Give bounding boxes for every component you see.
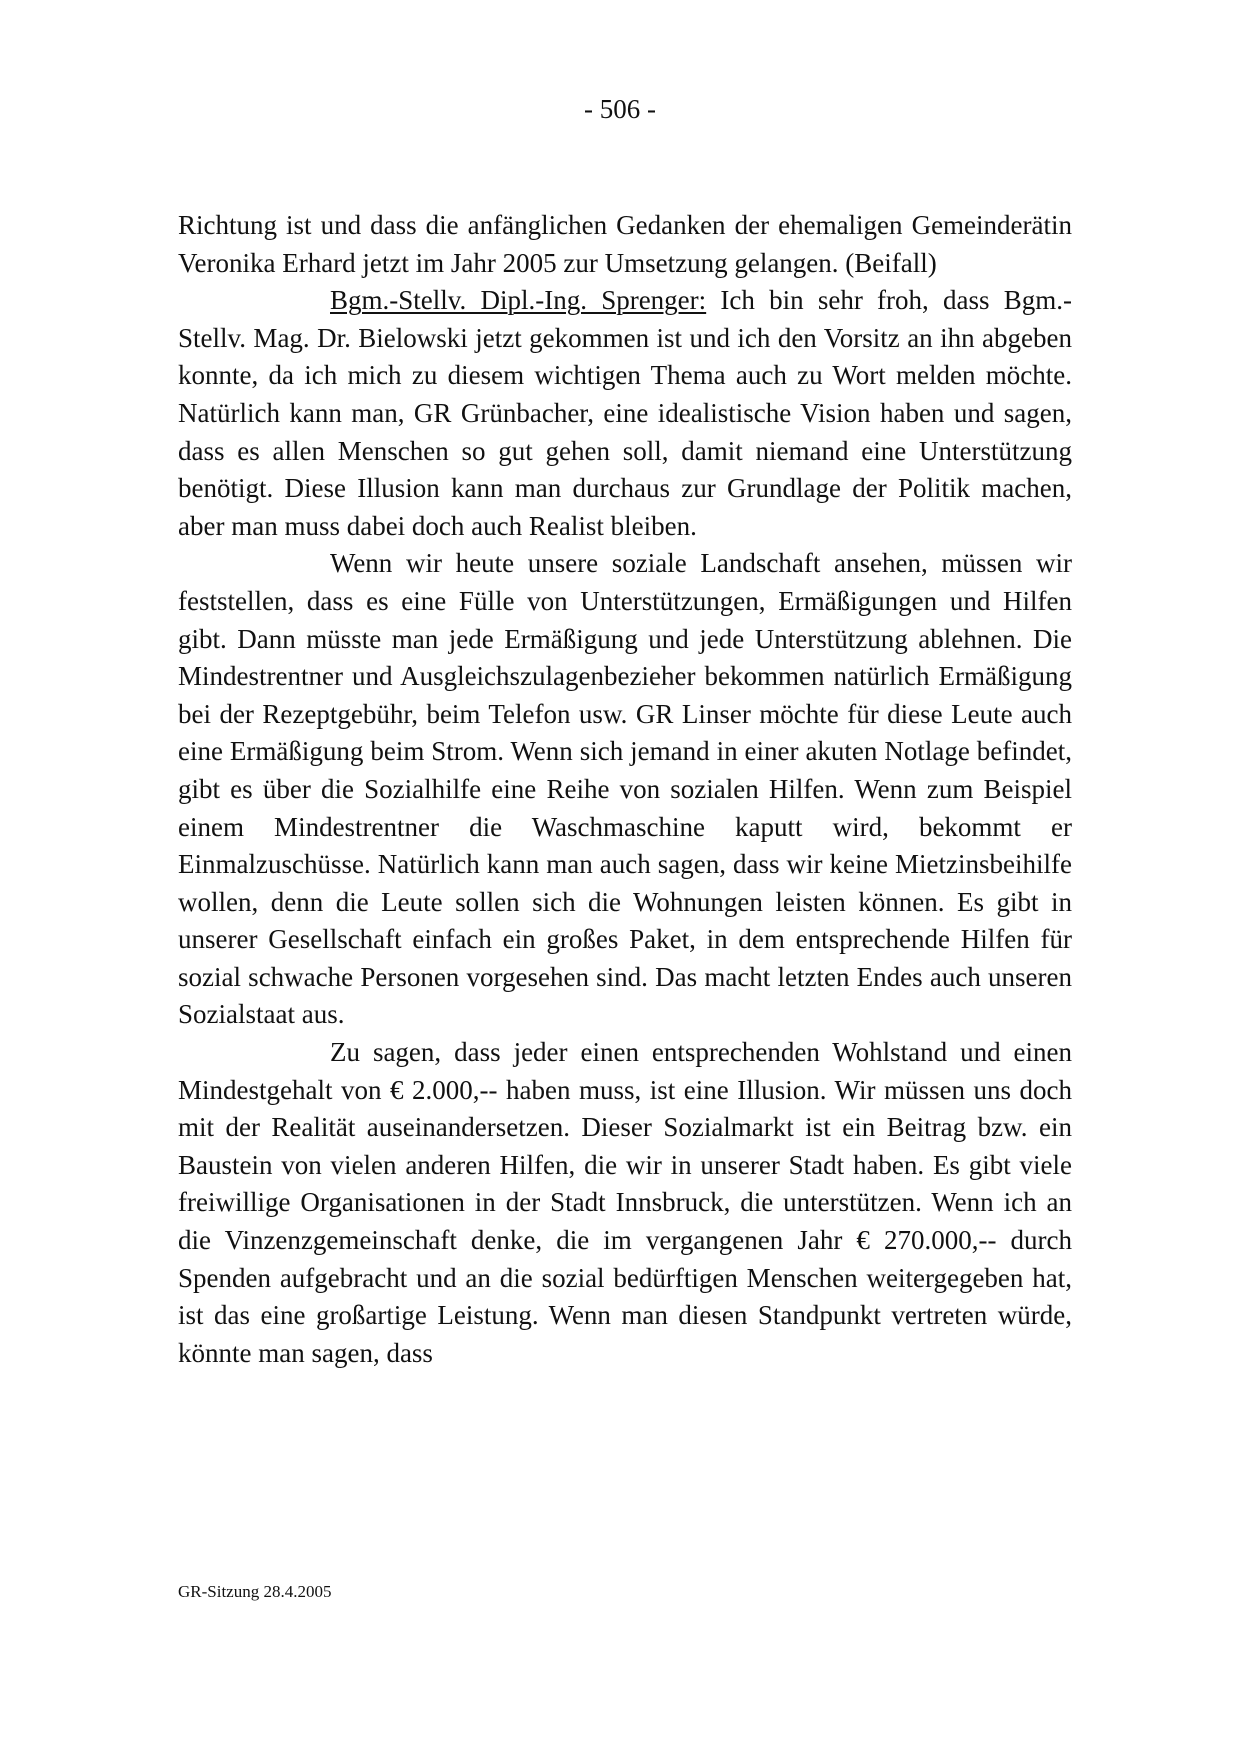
paragraph-social-landscape: Wenn wir heute unsere soziale Landschaft ansehen, müssen wir feststellen, dass es eine Fülle von Unterstützungen, Ermäßigungen und Hilfen gibt. Dann müsste man jede Ermäßigung und jede Unterstützung ablehnen. Die Mindestrentner und Ausgleichszulagenbezieher bekommen natürlich Ermäßigung bei der Rezeptgebühr, beim Telefon usw. GR Linser möchte für diese Leute auch eine Ermäßigung beim Strom. Wenn sich jemand in einer akuten Notlage befindet, gibt es über die Sozialhilfe eine Reihe von sozialen Hilfen. Wenn zum Beispiel einem Mindestrentner die Waschmaschine kaputt wird, bekommt er Einmalzuschüsse. Natürlich kann man auch sagen, dass wir keine Mietzinsbeihilfe wollen, denn die Leute sollen sich die Wohnungen leisten können. Es gibt in unserer Gesellschaft einfach ein großes Paket, in dem entsprechende Hilfen für sozial schwache Personen vorgesehen sind. Das macht letzten Endes auch unseren Sozialstaat aus.	[178, 548, 1072, 1030]
speaker-statement: Ich bin sehr froh, dass Bgm.-Stellv. Mag. Dr. Bielowski jetzt gekommen ist und ich den Vorsitz an ihn abgeben konnte, da ich mich zu diesem wichtigen Thema auch zu Wort melden möchte. Natürlich kann man, GR Grünbacher, eine idealistische Vision haben und sagen, dass es allen Menschen so gut gehen soll, damit niemand eine Unterstützung benötigt. Diese Illusion kann man durchaus zur Grundlage der Politik machen, aber man muss dabei doch auch Realist bleiben.	[178, 285, 1072, 541]
paragraph-prosperity-illusion: Zu sagen, dass jeder einen entsprechenden Wohlstand und einen Mindestgehalt von € 2.000,-- haben muss, ist eine Illusion. Wir müssen uns doch mit der Realität auseinandersetzen. Dieser Sozialmarkt ist ein Beitrag bzw. ein Baustein von vielen anderen Hilfen, die wir in unserer Stadt haben. Es gibt viele freiwillige Organisationen in der Stadt Innsbruck, die unterstützen. Wenn ich an die Vinzenzgemeinschaft denke, die im vergangenen Jahr € 270.000,-- durch Spenden aufgebracht und an die sozial bedürftigen Menschen weitergegeben hat, ist das eine großartige Leistung. Wenn man diesen Standpunkt vertreten würde, könnte man sagen, dass	[178, 1037, 1072, 1368]
paragraph-continuation: Richtung ist und dass die anfänglichen Gedanken der ehemaligen Gemeinderätin Veronika Erhard jetzt im Jahr 2005 zur Umsetzung gelangen. (Beifall)	[178, 210, 1072, 278]
document-body	[178, 207, 1072, 1372]
footer-session-date: GR-Sitzung 28.4.2005	[178, 1582, 332, 1601]
paragraph-speaker-sprenger	[178, 282, 1072, 545]
page-number: - 506 -	[584, 94, 656, 124]
speaker-name: Bgm.-Stellv. Dipl.-Ing. Sprenger:	[330, 285, 707, 316]
